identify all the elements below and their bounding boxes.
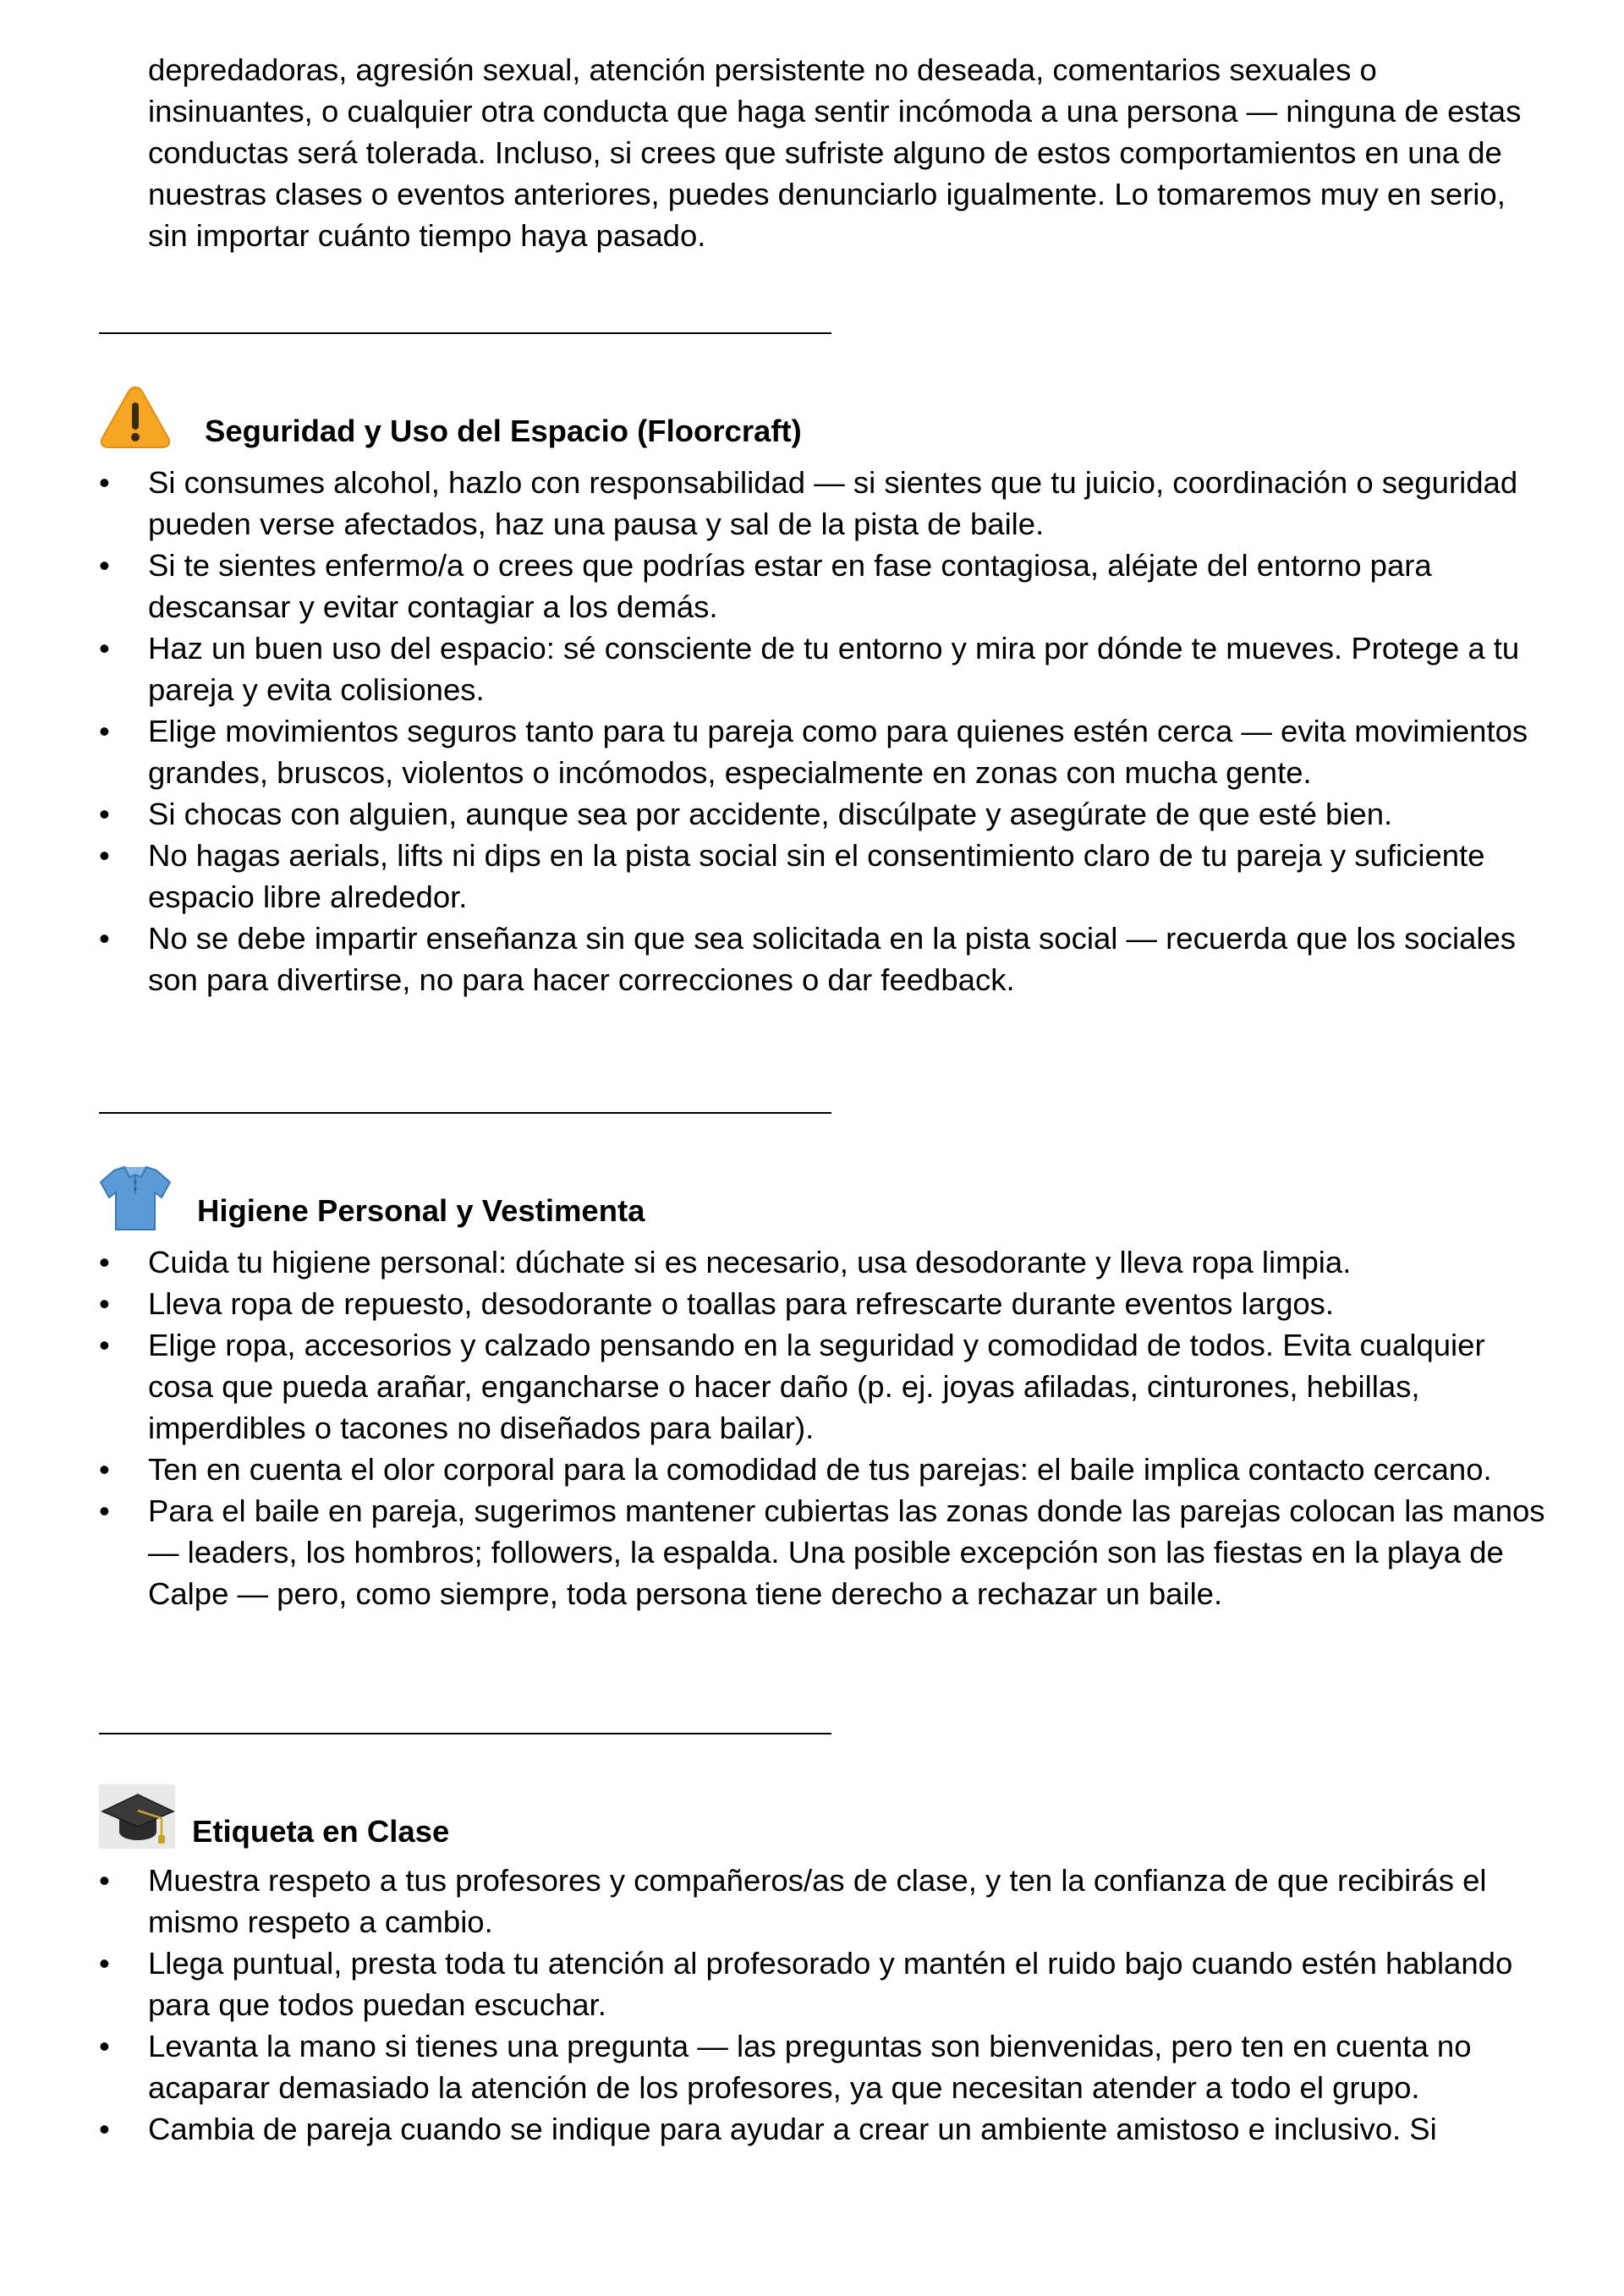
bullet: • <box>99 1286 110 1321</box>
list-higiene <box>99 1241 1554 1614</box>
bullet: • <box>99 548 110 583</box>
bullet: • <box>99 2112 110 2146</box>
warning-icon <box>99 384 172 450</box>
list-item: • Elige ropa, accesorios y calzado pensando en la seguridad y comodidad de todos. Evita cualquier cosa que pueda arañar, engancharse o hacer daño (p. ej. joyas afiladas, cinturones, hebillas, imperdibles o tacones no diseñados para bailar). <box>99 1324 1554 1449</box>
list-item: • Llega puntual, presta toda tu atención al profesorado y mantén el ruido bajo cuando estén hablando para que todos puedan escuchar. <box>99 1943 1554 2025</box>
list-item: • Haz un buen uso del espacio: sé consciente de tu entorno y mira por dónde te mueves. Protege a tu pareja y evita colisiones. <box>99 627 1554 710</box>
section-heading-seguridad <box>99 384 1537 452</box>
list-item: • Lleva ropa de repuesto, desodorante o toallas para refrescarte durante eventos largos. <box>99 1283 1554 1324</box>
bullet: • <box>99 838 110 873</box>
bullet: • <box>99 921 110 956</box>
bullet: • <box>99 1452 110 1487</box>
section-title-higiene: Higiene Personal y Vestimenta <box>197 1193 645 1228</box>
list-item: • Cambia de pareja cuando se indique para ayudar a crear un ambiente amistoso e inclusivo. Si <box>99 2108 1554 2150</box>
section-heading-higiene <box>99 1164 1537 1231</box>
bullet: • <box>99 1328 110 1362</box>
bullet: • <box>99 631 110 666</box>
bullet: • <box>99 465 110 500</box>
section-heading-clase <box>99 1784 1537 1852</box>
bullet: • <box>99 797 110 831</box>
list-item: • No hagas aerials, lifts ni dips en la pista social sin el consentimiento claro de tu pareja y suficiente espacio libre alrededor. <box>99 835 1554 918</box>
section-title-seguridad: Seguridad y Uso del Espacio (Floorcraft) <box>205 414 802 448</box>
section-divider <box>99 1733 831 1734</box>
bullet: • <box>99 1946 110 1981</box>
list-seguridad <box>99 462 1554 1000</box>
list-item: • Muestra respeto a tus profesores y compañeros/as de clase, y ten la confianza de que recibirás el mismo respeto a cambio. <box>99 1860 1554 1943</box>
list-clase <box>99 1860 1554 2150</box>
list-item: • Cuida tu higiene personal: dúchate si es necesario, usa desodorante y lleva ropa limpia. <box>99 1241 1554 1283</box>
list-item: • Si te sientes enfermo/a o crees que podrías estar en fase contagiosa, aléjate del entorno para descansar y evitar contagiar a los demás. <box>99 545 1554 627</box>
list-item: • Si consumes alcohol, hazlo con responsabilidad — si sientes que tu juicio, coordinación o seguridad pueden verse afectados, haz una pausa y sal de la pista de baile. <box>99 462 1554 545</box>
list-item: • Si chocas con alguien, aunque sea por accidente, discúlpate y asegúrate de que esté bien. <box>99 793 1554 835</box>
bullet: • <box>99 714 110 748</box>
graduation-cap-icon <box>99 1784 175 1849</box>
bullet: • <box>99 2029 110 2063</box>
bullet: • <box>99 1245 110 1280</box>
intro-paragraph: depredadoras, agresión sexual, atención persistente no deseada, comentarios sexuales o insinuantes, o cualquier otra conducta que haga sentir incómoda a una persona — ninguna de estas conductas será tolerada. Incluso, si crees que sufriste alguno de estos comportamientos en una de nuestras clases o eventos anteriores, puedes denunciarlo igualmente. Lo tomaremos muy en serio, sin importar cuánto tiempo haya pasado. <box>148 52 1522 253</box>
list-item: • Elige movimientos seguros tanto para tu pareja como para quienes estén cerca — evita movimientos grandes, bruscos, violentos o incómodos, especialmente en zonas con mucha gente. <box>99 710 1554 793</box>
bullet: • <box>99 1493 110 1528</box>
list-item: • No se debe impartir enseñanza sin que sea solicitada en la pista social — recuerda que los sociales son para divertirse, no para hacer correcciones o dar feedback. <box>99 918 1554 1000</box>
section-divider <box>99 332 831 334</box>
section-title-clase: Etiqueta en Clase <box>192 1814 450 1849</box>
shirt-icon <box>99 1164 172 1231</box>
bullet: • <box>99 1863 110 1898</box>
list-item: • Para el baile en pareja, sugerimos mantener cubiertas las zonas donde las parejas colocan las manos — leaders, los hombros; followers, la espalda. Una posible excepción son las fiestas en la playa de Calpe — pero, como siempre, toda persona tiene derecho a rechazar un baile. <box>99 1490 1554 1614</box>
section-divider <box>99 1112 831 1114</box>
list-item: • Levanta la mano si tienes una pregunta — las preguntas son bienvenidas, pero ten en cuenta no acaparar demasiado la atención de los profesores, ya que necesitan atender a todo el grupo. <box>99 2025 1554 2108</box>
list-item: • Ten en cuenta el olor corporal para la comodidad de tus parejas: el baile implica contacto cercano. <box>99 1449 1554 1490</box>
